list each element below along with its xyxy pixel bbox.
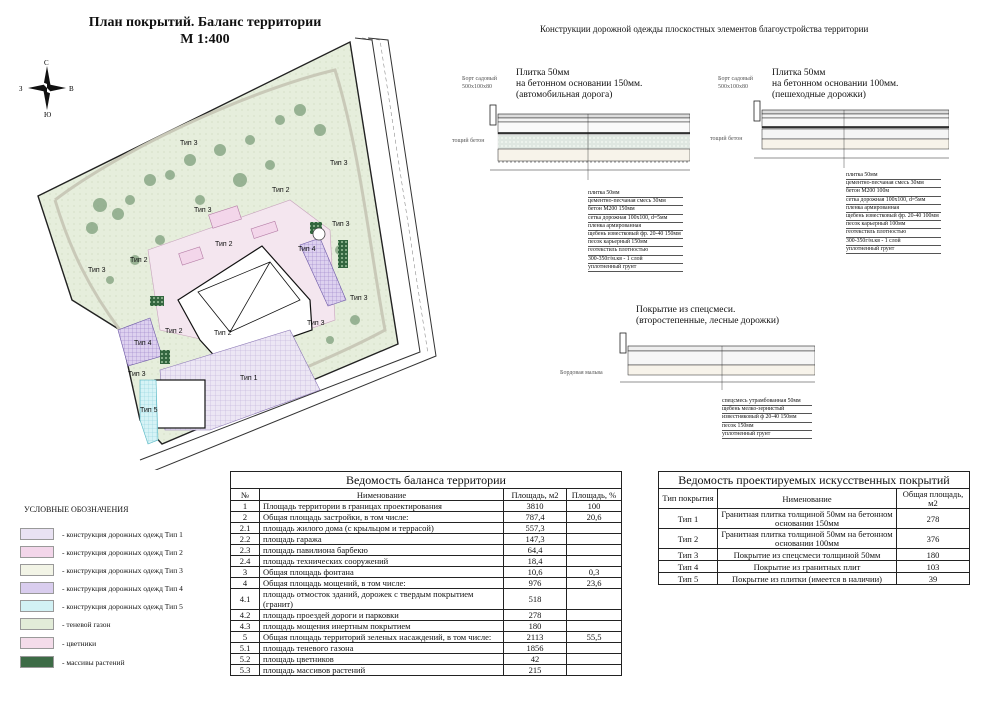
col-header: Площадь, м2 [504, 489, 567, 501]
zone-label: Тип 3 [88, 267, 106, 274]
layer-label: геотекстиль плотностью [588, 247, 683, 255]
table-row [231, 545, 622, 556]
cell: 2 [231, 512, 260, 523]
layer-label: пленка армированная [588, 223, 683, 231]
legend-swatch [20, 600, 54, 612]
cell: 39 [897, 573, 970, 585]
section-type2-curb: Борт садовый 500х100х80 [718, 76, 754, 90]
layer-label: пленка армированная [846, 205, 941, 213]
legend-label: - конструкция дорожных одежд Тип 4 [62, 583, 183, 593]
cell: площадь отмосток зданий, дорожек с твердым покрытием (гранит) [260, 589, 504, 610]
cell: 55,5 [567, 632, 622, 643]
cell [567, 523, 622, 534]
cell: Тип 1 [659, 509, 718, 529]
balance-table-title: Ведомость баланса территории [231, 472, 622, 489]
cell: 557,3 [504, 523, 567, 534]
legend-label: - конструкция дорожных одежд Тип 5 [62, 601, 183, 611]
cell [567, 665, 622, 676]
cell: 4 [231, 578, 260, 589]
cell [567, 534, 622, 545]
table-row [231, 512, 622, 523]
layer-label: геотекстиль плотностью [846, 229, 941, 237]
legend-swatch [20, 618, 54, 630]
compass-n: С [44, 59, 49, 67]
cell: 64,4 [504, 545, 567, 556]
cell: площадь павилиона барбекю [260, 545, 504, 556]
cell: 103 [897, 561, 970, 573]
cell: 376 [897, 529, 970, 549]
section-type2-layers [846, 172, 941, 254]
col-header: Общая площадь, м2 [897, 489, 970, 509]
cell: Тип 3 [659, 549, 718, 561]
table-row [231, 567, 622, 578]
table-row [231, 534, 622, 545]
cell: 2.3 [231, 545, 260, 556]
cell: Тип 4 [659, 561, 718, 573]
legend-item [20, 617, 111, 631]
layer-label: уплотненный грунт [722, 431, 812, 439]
cell: площадь проездей дороги и парковки [260, 610, 504, 621]
col-header: Нименование [718, 489, 897, 509]
zone-label: Тип 4 [134, 340, 152, 347]
layer-label: спецсмесь утрамбованная 50мм [722, 398, 812, 406]
layer-label: песок 150мм [722, 423, 812, 431]
cell: 42 [504, 654, 567, 665]
cell: 518 [504, 589, 567, 610]
cell [567, 654, 622, 665]
table-row [231, 643, 622, 654]
zone-label: Тип 5 [140, 407, 158, 414]
zone-label: Тип 3 [350, 295, 368, 302]
cell: 215 [504, 665, 567, 676]
cell: 10,6 [504, 567, 567, 578]
cell: 4.1 [231, 589, 260, 610]
col-header: Нименование [260, 489, 504, 501]
table-row [659, 561, 970, 573]
cell: Общая площадь территорий зеленых насаждений, в том числе: [260, 632, 504, 643]
zone-label: Тип 4 [298, 246, 316, 253]
cell: Площадь территории в границах проектирования [260, 501, 504, 512]
cell: Общая площадь мощений, в том числе: [260, 578, 504, 589]
plan-scale: М 1:400 [180, 32, 230, 47]
cell: 1 [231, 501, 260, 512]
cell: Тип 5 [659, 573, 718, 585]
cell: Покрытие из плитки (имеется в наличии) [718, 573, 897, 585]
legend-label: - конструкция дорожных одежд Тип 1 [62, 529, 183, 539]
layer-label: плитка 50мм [846, 172, 941, 180]
section-type2-side: тощий бетон [710, 136, 743, 142]
section-type2-drawing [744, 98, 949, 168]
legend-item [20, 545, 183, 559]
table-row [231, 665, 622, 676]
coverings-table [658, 471, 970, 585]
compass-e: В [69, 85, 74, 93]
layer-label: щебень известковый фр. 20-40 100мм [846, 213, 941, 221]
cell: 180 [897, 549, 970, 561]
zone-label: Тип 1 [240, 375, 258, 382]
layer-label: песок карьерный 100мм [846, 221, 941, 229]
cell: 5.2 [231, 654, 260, 665]
legend-title: УСЛОВНЫЕ ОБОЗНАЧЕНИЯ [24, 505, 129, 514]
zone-label: Тип 3 [330, 160, 348, 167]
cell: Покрытие из гранитных плит [718, 561, 897, 573]
zone-label: Тип 2 [165, 328, 183, 335]
legend-item [20, 563, 183, 577]
cell: 278 [897, 509, 970, 529]
section-type3-layers [722, 398, 812, 439]
section-type1-layers [588, 190, 683, 272]
section-type3-side: Бордовая мальва [560, 370, 603, 376]
layer-label: плитка 50мм [588, 190, 683, 198]
cell: Гранитная плитка толщиной 50мм на бетонном основании 150мм [718, 509, 897, 529]
table-row [231, 621, 622, 632]
layer-label: песок карьерный 150мм [588, 239, 683, 247]
section-type2-title: Плитка 50мм на бетонном основании 100мм. (пешеходные дорожки) [772, 68, 899, 100]
zone-label: Тип 3 [194, 207, 212, 214]
table-row [231, 523, 622, 534]
compass-w: З [19, 85, 23, 93]
cell: площадь технических сооружений [260, 556, 504, 567]
layer-label: уплотненный грунт [588, 264, 683, 272]
layer-label: 300-350г/м.кв - 1 слой [846, 238, 941, 246]
table-row [659, 509, 970, 529]
layer-label: цементно-песчаная смесь 30мм [846, 180, 941, 188]
cell: 180 [504, 621, 567, 632]
cell: 5.1 [231, 643, 260, 654]
section-type1-curb: Борт садовый 500х100х80 [462, 76, 498, 90]
legend-item [20, 581, 183, 595]
cell: площадь жилого дома (с крыльцом и террасой) [260, 523, 504, 534]
legend-item [20, 527, 183, 541]
site-plan [0, 0, 470, 470]
legend-swatch [20, 546, 54, 558]
balance-table [230, 471, 622, 676]
section-type1-side: тощий бетон [452, 138, 485, 144]
col-header: Площадь, % [567, 489, 622, 501]
layer-label: уплотненный грунт [846, 246, 941, 254]
legend-label: - конструкция дорожных одежд Тип 2 [62, 547, 183, 557]
section-type1-title: Плитка 50мм на бетонном основании 150мм. (автомобильная дорога) [516, 68, 643, 100]
zone-label: Тип 3 [332, 221, 350, 228]
cell: 1856 [504, 643, 567, 654]
cell: 23,6 [567, 578, 622, 589]
cell: площадь гаража [260, 534, 504, 545]
table-row [231, 578, 622, 589]
legend-item [20, 655, 125, 669]
cell: 2.2 [231, 534, 260, 545]
section-type3-drawing [610, 330, 815, 390]
coverings-table-title: Ведомость проектируемых искусственных покрытий [659, 472, 970, 489]
cell: 18,4 [504, 556, 567, 567]
legend-item [20, 636, 96, 650]
plan-title-line1: План покрытий. Баланс территории [88, 15, 322, 30]
cell: 5.3 [231, 665, 260, 676]
layer-label: 300-350г/м.кв - 1 слой [588, 256, 683, 264]
cell [567, 643, 622, 654]
layer-label: щебень известковый фр. 20-40 150мм [588, 231, 683, 239]
table-row [231, 556, 622, 567]
layer-label: цементно-песчаная смесь 30мм [588, 198, 683, 206]
table-row [231, 501, 622, 512]
zone-label: Тип 2 [130, 257, 148, 264]
cell [567, 556, 622, 567]
cell: 4.2 [231, 610, 260, 621]
cell [567, 621, 622, 632]
cell: 0,3 [567, 567, 622, 578]
col-header: Тип покрытия [659, 489, 718, 509]
cell: 2113 [504, 632, 567, 643]
cell: Тип 2 [659, 529, 718, 549]
cell: 147,3 [504, 534, 567, 545]
compass-s: Ю [44, 111, 52, 118]
cell: 5 [231, 632, 260, 643]
layer-label: бетон М200 100м [846, 188, 941, 196]
layer-label: сетка дорожная 100х100, d=5мм [846, 197, 941, 205]
cell: Покрытие из спецсмеси толщиной 50мм [718, 549, 897, 561]
col-header: № [231, 489, 260, 501]
legend-swatch [20, 564, 54, 576]
zone-label: Тип 3 [128, 371, 146, 378]
legend-label: - теневой газон [62, 619, 111, 629]
cell: 100 [567, 501, 622, 512]
cell [567, 610, 622, 621]
section-type1-drawing [480, 100, 690, 180]
cell: площадь мощения инертным покрытием [260, 621, 504, 632]
constructions-title: Конструкции дорожной одежды плоскостных элементов благоустройства территории [540, 24, 869, 34]
zone-label: Тип 2 [215, 241, 233, 248]
table-row [231, 589, 622, 610]
cell: площадь цветников [260, 654, 504, 665]
table-row [231, 632, 622, 643]
table-row [231, 610, 622, 621]
legend-label: - конструкция дорожных одежд Тип 3 [62, 565, 183, 575]
section-type3-title: Покрытие из спецсмеси. (второстепенные, лесные дорожки) [636, 305, 780, 326]
zone-label: Тип 2 [272, 187, 290, 194]
cell: площадь теневого газона [260, 643, 504, 654]
legend-label: - массивы растений [62, 657, 125, 667]
layer-label: щебень мелко-зернистый [722, 406, 812, 414]
cell: 20,6 [567, 512, 622, 523]
cell: Общая площадь фонтана [260, 567, 504, 578]
zone-label: Тип 2 [214, 330, 232, 337]
legend-swatch [20, 656, 54, 668]
legend-label: - цветники [62, 638, 97, 648]
zone-label: Тип 3 [307, 320, 325, 327]
layer-label: известняковый ф 20-40 150мм [722, 414, 812, 422]
cell: Гранитная плитка толщиной 50мм на бетонном основании 100мм [718, 529, 897, 549]
table-row [659, 549, 970, 561]
cell: 2.1 [231, 523, 260, 534]
cell: 2.4 [231, 556, 260, 567]
table-row [659, 529, 970, 549]
cell: Общая площадь застройки, в том числе: [260, 512, 504, 523]
cell: 4.3 [231, 621, 260, 632]
cell: 976 [504, 578, 567, 589]
legend-swatch [20, 528, 54, 540]
table-row [231, 654, 622, 665]
legend-swatch [20, 582, 54, 594]
cell [567, 545, 622, 556]
legend-swatch [20, 637, 54, 649]
cell: 3 [231, 567, 260, 578]
table-row [659, 573, 970, 585]
cell: 787,4 [504, 512, 567, 523]
layer-label: бетон М200 150мм [588, 206, 683, 214]
cell: 278 [504, 610, 567, 621]
legend-item [20, 599, 183, 613]
cell: 3810 [504, 501, 567, 512]
layer-label: сетка дорожная 100х100, d=5мм [588, 215, 683, 223]
cell [567, 589, 622, 610]
zone-label: Тип 3 [180, 140, 198, 147]
cell: площадь массивов растений [260, 665, 504, 676]
